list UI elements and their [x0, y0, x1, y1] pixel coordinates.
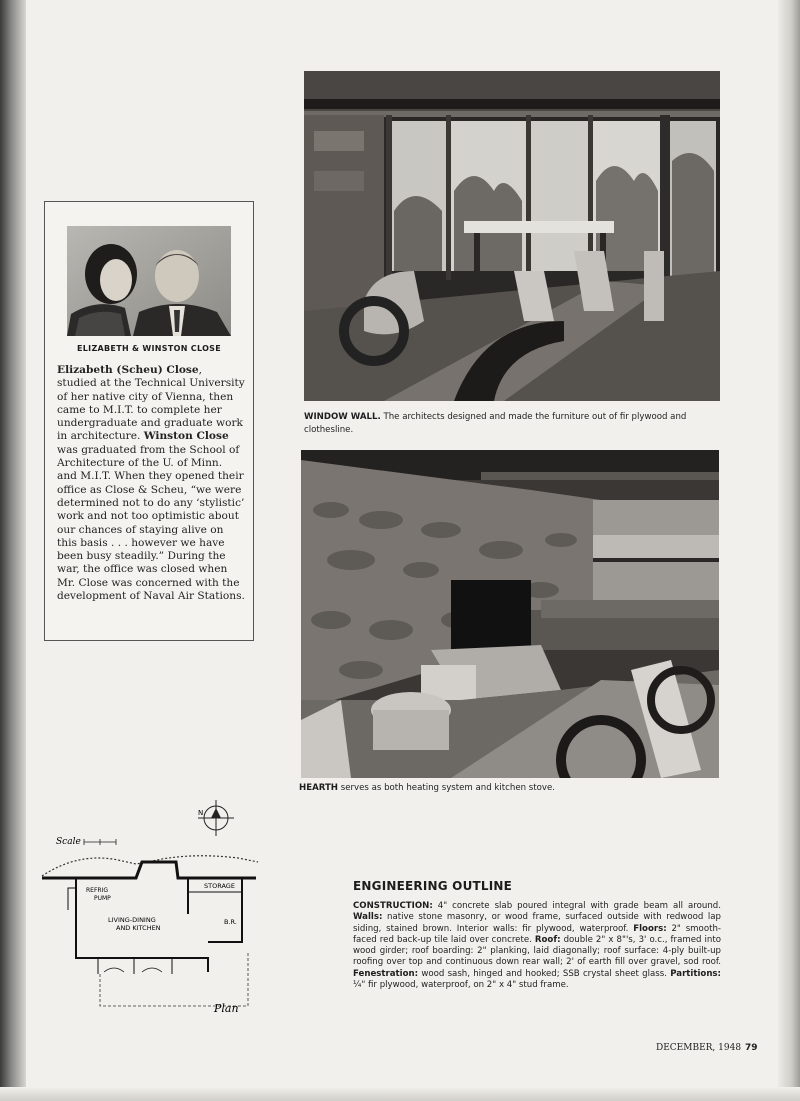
- engineering-text: 2" smooth-faced red back-up tile laid over concrete.: [353, 923, 721, 945]
- window-caption-lead: WINDOW WALL.: [304, 412, 381, 422]
- bio-name-winston: Winston Close: [143, 430, 229, 443]
- engineering-label: Floors:: [633, 923, 667, 934]
- portrait-caption: ELIZABETH & WINSTON CLOSE: [77, 344, 221, 353]
- engineering-text: 4" concrete slab poured integral with grade beam all around.: [432, 901, 721, 911]
- engineering-label: Fenestration:: [353, 968, 419, 979]
- plan-label-br: B.R.: [224, 918, 237, 926]
- bio-text-elizabeth: , studied at the Technical University of her native city of Vienna, then came to M.I.T. to complete her undergraduate and graduate work in architecture.: [57, 364, 245, 443]
- engineering-text: wood sash, hinged and hooked; SSB crystal sheet glass.: [418, 968, 671, 979]
- window-caption-text: The architects designed and made the furniture out of fir plywood and clothesline.: [304, 412, 687, 435]
- hearth-caption-lead: HEARTH: [299, 783, 338, 793]
- engineering-outline-text: [353, 901, 721, 991]
- engineering-text: double 2" x 8"'s, 3' o.c., framed into wood girder; roof boarding: 2" planking, laid diagonally; roof surface: 4-ply built-up roofing over top and continuous down rear wall; 2' of earth fill over gravel, sod roof.: [353, 934, 721, 968]
- architects-portrait-photo: [67, 226, 231, 336]
- engineering-text: ¼" fir plywood, waterproof, on 2" x 4" stud frame.: [353, 980, 569, 991]
- engineering-label: Partitions:: [670, 968, 721, 979]
- window-wall-photo: [304, 71, 720, 401]
- north-arrow-label: N: [198, 809, 204, 817]
- window-wall-caption: [304, 411, 724, 436]
- hearth-caption-text: serves as both heating system and kitchen stove.: [338, 783, 556, 793]
- engineering-label: CONSTRUCTION:: [353, 901, 433, 911]
- footer-date: DECEMBER, 1948: [656, 1043, 742, 1053]
- plan-title: Plan: [214, 1002, 239, 1015]
- bio-paragraph: [57, 364, 245, 603]
- bio-name-elizabeth: Elizabeth (Scheu) Close: [57, 364, 199, 376]
- page-spine-shadow: [0, 0, 26, 1101]
- page-bottom-shadow: [0, 1087, 800, 1101]
- bio-box: [44, 201, 254, 641]
- engineering-outline-title: ENGINEERING OUTLINE: [353, 879, 513, 893]
- hearth-photo: [301, 450, 719, 778]
- plan-label-refrig: REFRIG: [86, 887, 108, 894]
- engineering-text: native stone masonry, or wood frame, surfaced outside with redwood lap siding, stained brown. Interior walls: fir plywood, waterproof.: [353, 912, 721, 934]
- plan-scale-label: Scale: [56, 837, 81, 847]
- floor-plan-drawing: [38, 792, 270, 1016]
- plan-label-living: LIVING-DINING: [108, 916, 156, 924]
- engineering-label: Roof:: [534, 934, 561, 945]
- page-edge-shadow: [778, 0, 800, 1101]
- plan-label-pump: PUMP: [94, 895, 111, 902]
- page-footer: [656, 1043, 758, 1053]
- plan-label-storage: STORAGE: [204, 882, 235, 890]
- plan-label-kitchen: AND KITCHEN: [116, 924, 161, 932]
- engineering-label: Walls:: [353, 912, 383, 923]
- page-number: 79: [745, 1043, 758, 1053]
- hearth-caption: [299, 782, 719, 795]
- bio-text-winston: was graduated from the School of Architecture of the U. of Minn. and M.I.T. When they opened their office as Close & Scheu, “we were determined not to do any ‘stylistic’ work and not too optimistic about our chances of staying alive on this basis . . . however we have been busy steadily.” During the war, the office was closed when Mr. Close was concerned with the development of Naval Air Stations.: [57, 443, 245, 603]
